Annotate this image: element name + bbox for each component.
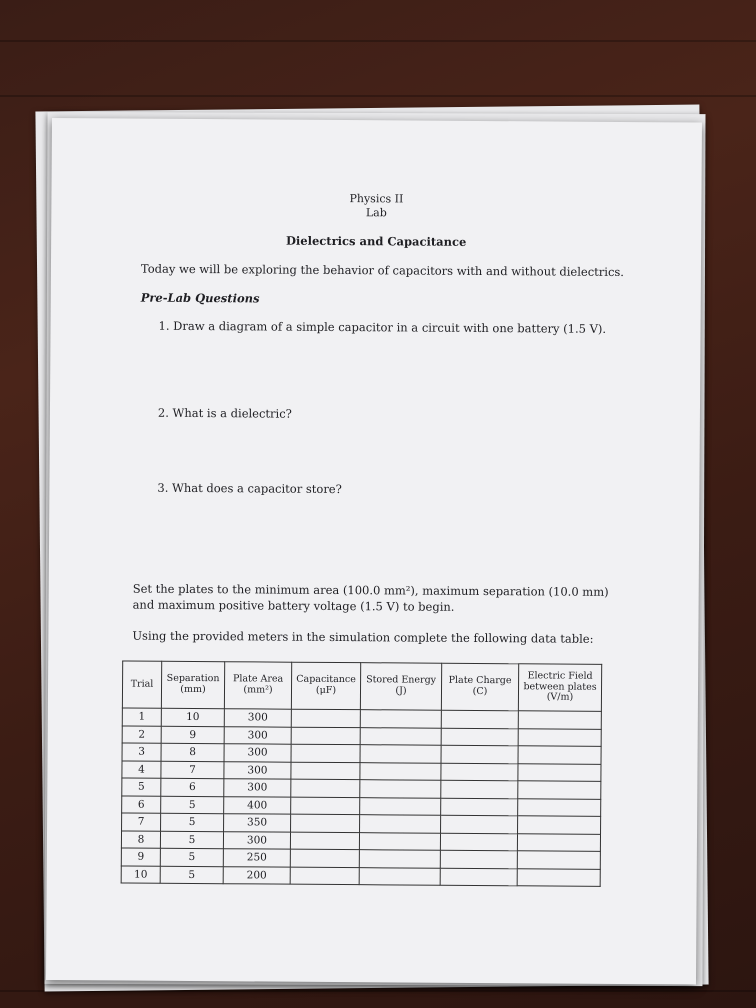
cell-plate-charge[interactable] [441,763,518,781]
cell-plate-charge[interactable] [440,868,517,886]
header-plate-charge [441,663,518,711]
cell-stored-energy[interactable] [360,727,441,745]
cell-plate-area: 400 [224,796,291,814]
cell-trial: 9 [121,848,160,866]
course-subtitle: Lab [365,206,387,220]
cell-plate-charge[interactable] [441,815,518,833]
cell-trial: 2 [122,726,161,744]
cell-electric-field[interactable] [517,851,600,869]
header-stored-energy [360,663,441,711]
cell-capacitance[interactable] [291,709,360,727]
table-header-row [122,661,601,711]
header-text: Separation [166,672,220,685]
cell-trial: 10 [121,866,160,884]
cell-trial: 3 [122,743,161,761]
cell-stored-energy[interactable] [360,745,441,763]
cell-separation: 5 [161,813,224,831]
cell-plate-charge[interactable] [441,780,518,798]
cell-separation: 7 [161,761,224,779]
header-unit: (μF) [315,684,337,696]
header-unit: (mm²) [243,684,273,696]
header-text: Plate Area [232,673,284,685]
header-unit: (V/m) [546,691,574,704]
cell-trial: 7 [122,813,161,831]
cell-stored-energy[interactable] [360,710,441,728]
course-name: Physics II [349,192,404,206]
cell-plate-charge[interactable] [441,745,518,763]
data-table [121,661,603,887]
cell-plate-charge[interactable] [441,728,518,746]
header-text: Capacitance [296,673,356,686]
cell-plate-area: 300 [224,761,291,779]
header-unit: (mm) [180,683,206,696]
wood-grain [0,95,756,97]
cell-trial: 8 [121,831,160,849]
header-unit: (C) [472,685,488,698]
cell-capacitance[interactable] [291,814,360,832]
cell-capacitance[interactable] [291,762,360,780]
cell-trial: 1 [122,708,161,726]
cell-plate-area: 200 [223,866,290,884]
cell-separation: 5 [160,866,223,884]
cell-electric-field[interactable] [518,711,601,729]
cell-stored-energy[interactable] [359,850,440,868]
cell-capacitance[interactable] [290,867,359,885]
lab-worksheet [46,118,702,985]
table-instruction: Using the provided meters in the simulation complete the following data table: [132,628,594,646]
cell-stored-energy[interactable] [360,780,441,798]
cell-capacitance[interactable] [291,744,360,762]
cell-plate-area: 300 [224,744,291,762]
cell-electric-field[interactable] [518,746,601,764]
cell-plate-area: 350 [224,814,291,832]
header-unit: (J) [395,685,407,697]
cell-separation: 10 [161,708,224,726]
cell-plate-area: 300 [224,726,291,744]
cell-separation: 6 [161,778,224,796]
header-plate-area [224,662,291,709]
cell-electric-field[interactable] [518,781,601,799]
cell-plate-area: 300 [224,709,291,727]
cell-capacitance[interactable] [291,727,360,745]
header-text: Stored Energy [366,674,437,686]
cell-trial: 5 [122,778,161,796]
cell-plate-charge[interactable] [441,798,518,816]
cell-stored-energy[interactable] [360,815,441,833]
header-text: Plate Charge [448,674,512,687]
cell-stored-energy[interactable] [360,797,441,815]
header-capacitance [291,662,360,709]
cell-trial: 6 [122,796,161,814]
cell-electric-field[interactable] [517,833,600,851]
cell-electric-field[interactable] [518,816,601,834]
header-electric-field [518,664,601,712]
cell-plate-area: 300 [223,831,290,849]
setup-text: and maximum positive battery voltage (1.5 V) to begin. [132,597,455,614]
cell-separation: 5 [160,831,223,849]
header-text: between plates [523,680,597,693]
prelab-heading: Pre-Lab Questions [140,290,260,306]
cell-capacitance[interactable] [290,849,359,867]
cell-capacitance[interactable] [291,779,360,797]
cell-electric-field[interactable] [518,763,601,781]
wood-grain [0,40,756,42]
cell-separation: 8 [161,743,224,761]
cell-stored-energy[interactable] [360,762,441,780]
prelab-question: 3. What does a capacitor store? [157,480,342,497]
cell-electric-field[interactable] [518,728,601,746]
header-trial: Trial [122,661,161,708]
table-row [121,866,600,887]
document-title: Dielectrics and Capacitance [285,233,467,249]
intro-text: Today we will be exploring the behavior of capacitors with and without dielectrics. [140,261,625,279]
cell-trial: 4 [122,761,161,779]
cell-separation: 9 [161,726,224,744]
cell-stored-energy[interactable] [359,867,440,885]
cell-capacitance[interactable] [290,832,359,850]
cell-electric-field[interactable] [518,798,601,816]
cell-electric-field[interactable] [517,868,600,886]
cell-plate-charge[interactable] [440,850,517,868]
cell-plate-area: 250 [223,849,290,867]
cell-stored-energy[interactable] [359,832,440,850]
header-text: Electric Field [527,669,593,682]
cell-plate-area: 300 [224,779,291,797]
cell-plate-charge[interactable] [440,833,517,851]
cell-separation: 5 [161,796,224,814]
prelab-question: 2. What is a dielectric? [157,405,292,421]
cell-plate-charge[interactable] [441,710,518,728]
header-separation [161,661,224,708]
cell-separation: 5 [160,848,223,866]
setup-text: Set the plates to the minimum area (100.0 mm²), maximum separation (10.0 mm) [132,581,609,599]
prelab-question: 1. Draw a diagram of a simple capacitor in a circuit with one battery (1.5 V). [158,318,607,336]
cell-capacitance[interactable] [291,797,360,815]
